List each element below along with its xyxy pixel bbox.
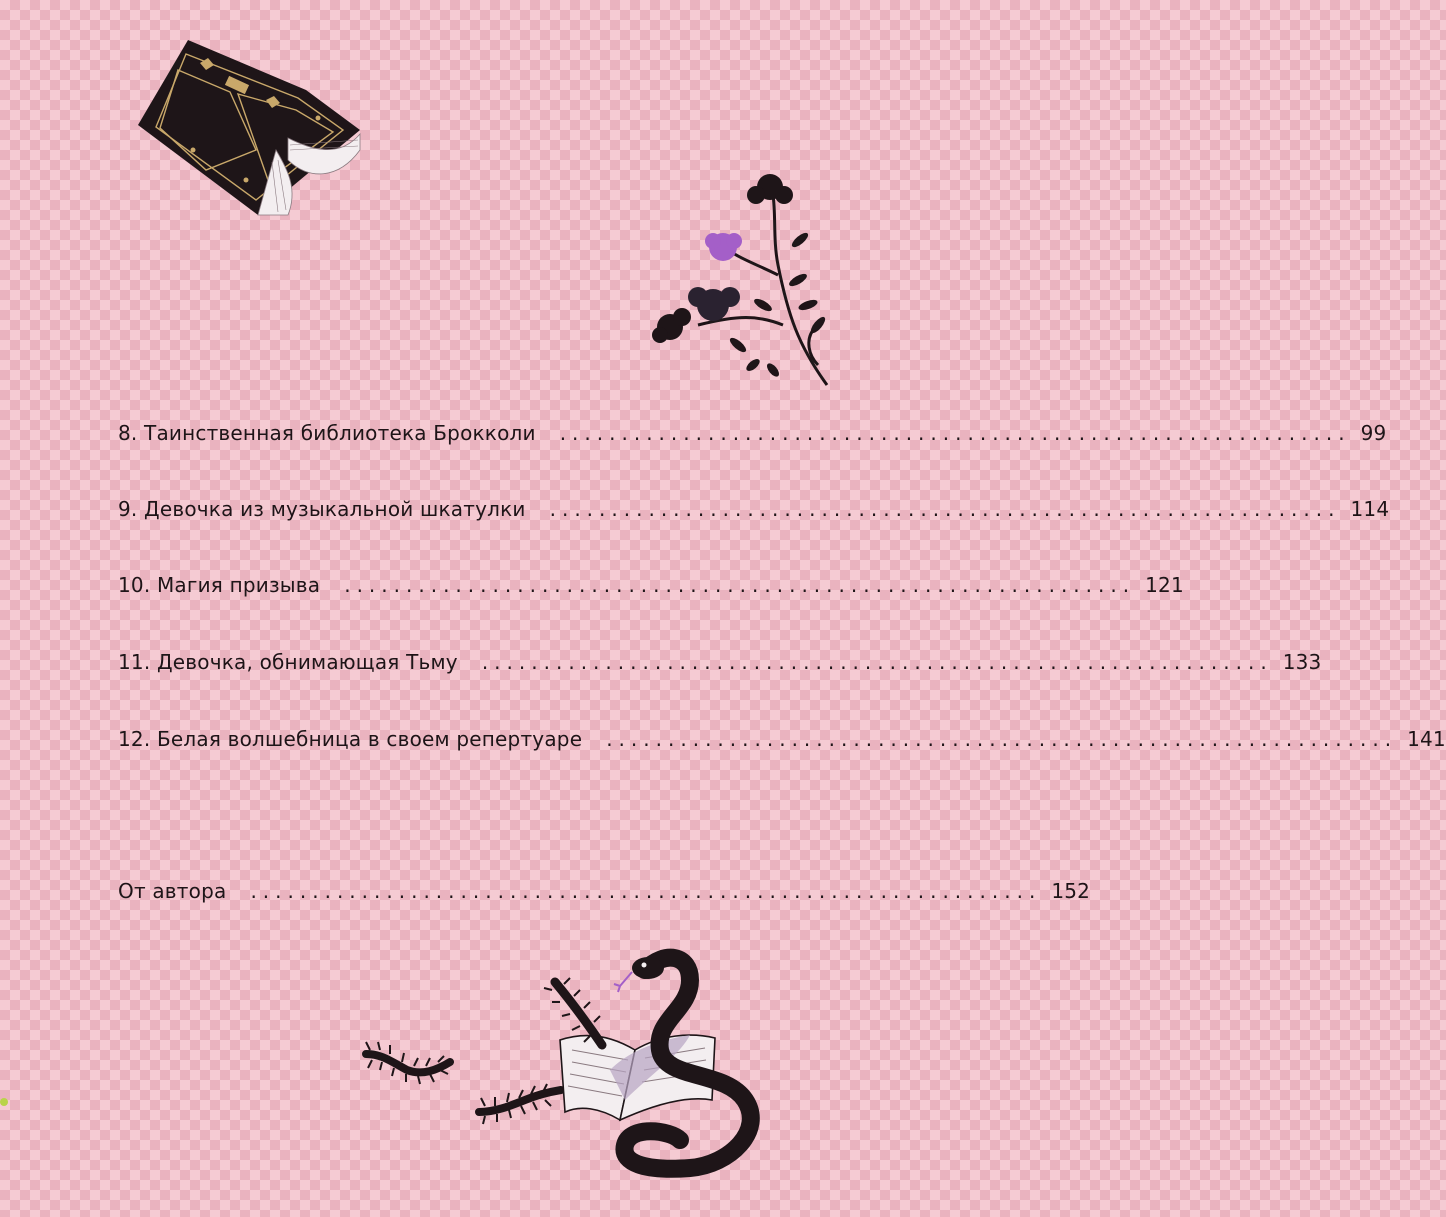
snake-book-icon — [540, 940, 775, 1180]
toc-dot-leader: ................................................................ — [481, 650, 1273, 674]
toc-entry[interactable] — [118, 421, 1387, 451]
centipede-icon — [362, 1040, 452, 1085]
toc-entry-title: От автора — [118, 879, 227, 903]
toc-entry-page: 121 — [1145, 573, 1184, 597]
toc-entry-title: 12. Белая волшебница в своем репертуаре — [118, 727, 583, 751]
toc-entry[interactable] — [118, 650, 1322, 680]
toc-entry-page: 99 — [1360, 421, 1387, 445]
toc-entry[interactable] — [118, 573, 1184, 603]
toc-entry-title: 11. Девочка, обнимающая Тьму — [118, 650, 458, 674]
toc-dot-leader: ................................................................ — [606, 727, 1398, 751]
toc-entry-page: 114 — [1350, 497, 1390, 521]
leaf-fragment — [0, 1098, 8, 1106]
toc-entry-title: 9. Девочка из музыкальной шкатулки — [118, 497, 526, 521]
toc-entry[interactable] — [118, 879, 1091, 909]
rose-branch-icon — [648, 165, 827, 390]
toc-entry-page: 152 — [1051, 879, 1091, 903]
toc-dot-leader: ................................................................ — [549, 497, 1341, 521]
toc-entry[interactable] — [118, 497, 1390, 527]
toc-dot-leader: ................................................................ — [250, 879, 1042, 903]
toc-entry-page: 133 — [1282, 650, 1322, 674]
toc-entry-title: 8. Таинственная библиотека Брокколи — [118, 421, 536, 445]
toc-dot-leader: ................................................................ — [559, 421, 1351, 445]
closed-book-icon — [138, 30, 368, 225]
toc-dot-leader: ................................................................ — [344, 573, 1136, 597]
toc-entry-page: 141 — [1407, 727, 1446, 751]
toc-entry-title: 10. Магия призыва — [118, 573, 321, 597]
toc-entry[interactable] — [118, 727, 1446, 757]
